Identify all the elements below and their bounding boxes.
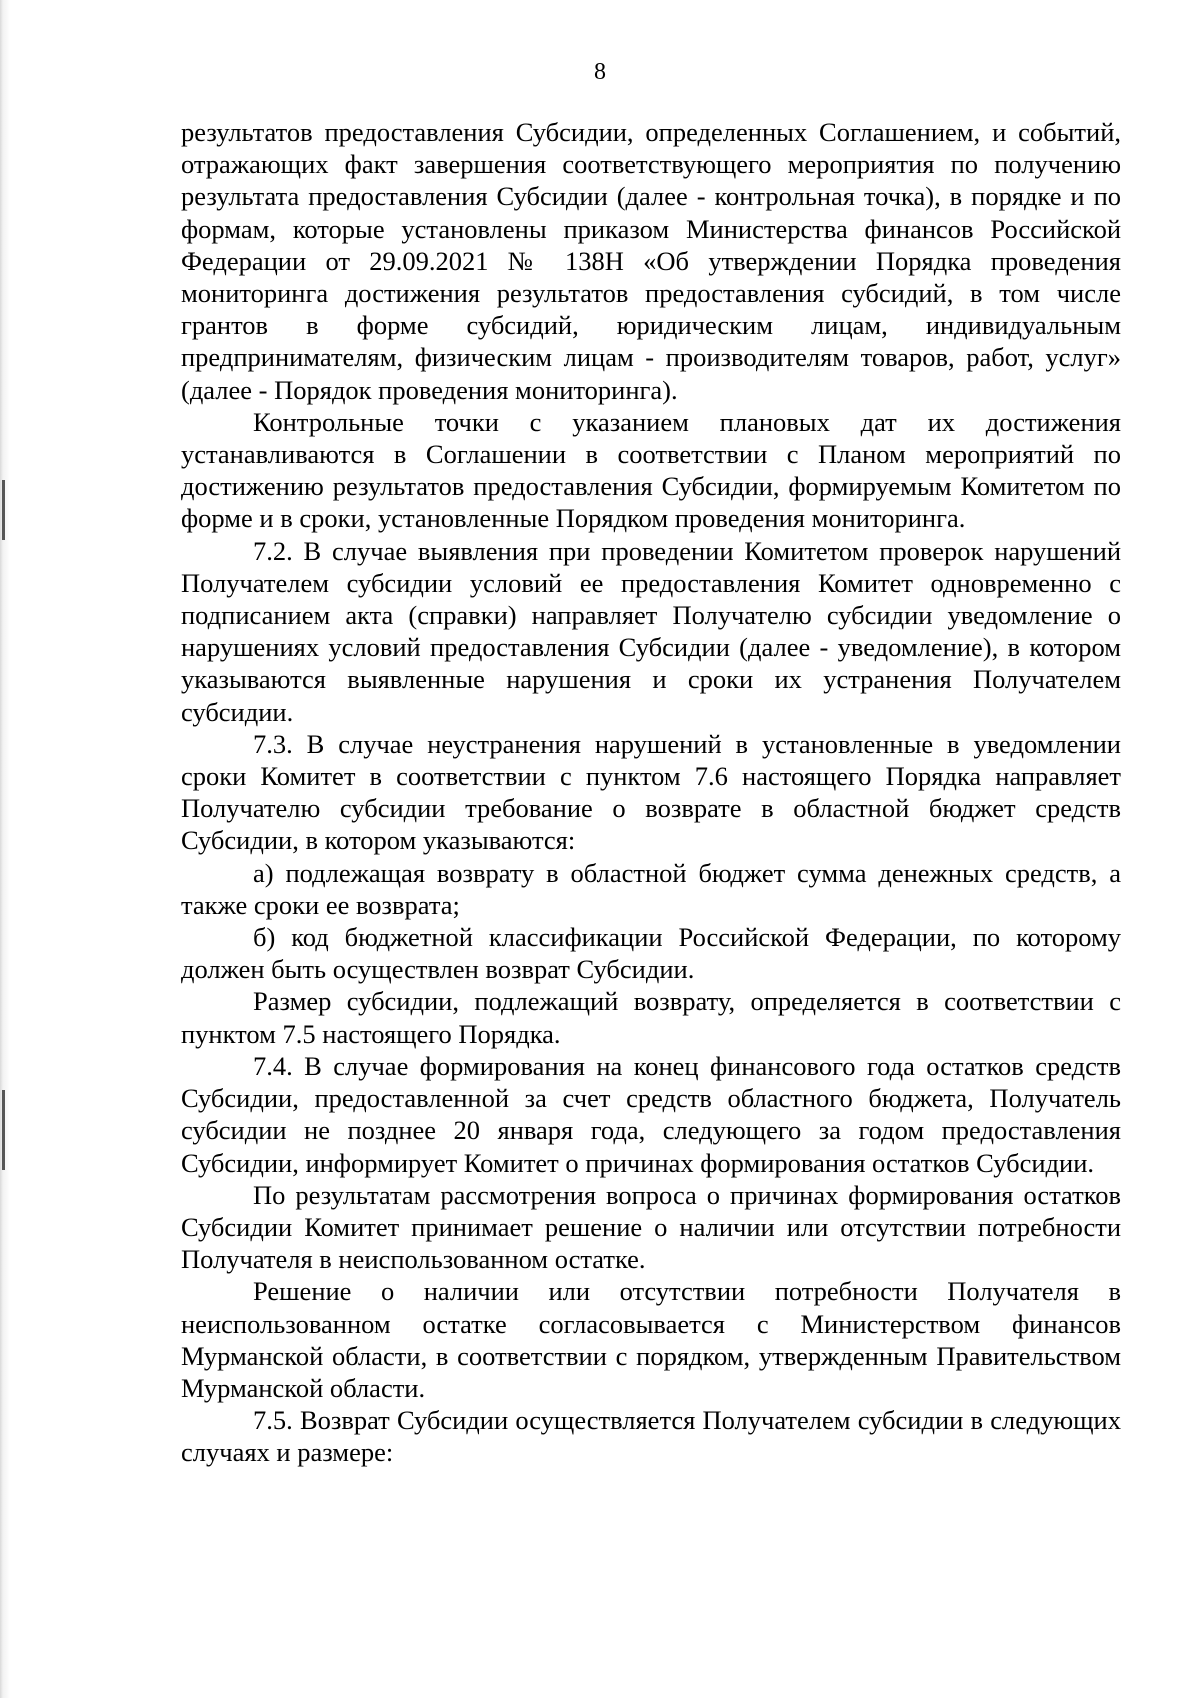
paragraph: 7.2. В случае выявления при проведении Комитетом проверок нарушений Получателем субсидии условий ее предоставления Комитет одновременно с подписанием акта (справки) направляет Получателю субсидии уведомление о нарушениях условий предоставления Субсидии (далее - уведомление), в котором указываются выявленные нарушения и сроки их устранения Получателем субсидии. (181, 535, 1121, 727)
paragraph: а) подлежащая возврату в областной бюджет сумма денежных средств, а также сроки ее возврата; (181, 857, 1121, 920)
paragraph: б) код бюджетной классификации Российской Федерации, по которому должен быть осуществлен возврат Субсидии. (181, 922, 1121, 985)
paragraph: Решение о наличии или отсутствии потребности Получателя в неиспользованном остатке согласовывается с Министерством финансов Мурманской области, в соответствии с порядком, утвержденным Правительством Мурманской области. (181, 1276, 1121, 1403)
paragraph: Размер субсидии, подлежащий возврату, определяется в соответствии с пунктом 7.5 настоящего Порядка. (181, 986, 1121, 1049)
paragraph: Контрольные точки с указанием плановых дат их достижения устанавливаются в Соглашении в соответствии с Планом мероприятий по достижению результатов предоставления Субсидии, формируемым Комитетом по форме и в сроки, установленные Порядком проведения мониторинга. (181, 406, 1121, 534)
scan-artifact (2, 1090, 5, 1170)
paragraph: 7.4. В случае формирования на конец финансового года остатков средств Субсидии, предоставленной за счет средств областного бюджета, Получатель субсидии не позднее 20 января года, следующего за годом предоставления Субсидии, информирует Комитет о причинах формирования остатков Субсидии. (181, 1050, 1121, 1178)
scan-edge (0, 0, 10, 1698)
scan-artifact (2, 480, 5, 540)
paragraph: результатов предоставления Субсидии, определенных Соглашением, и событий, отражающих факт завершения соответствующего мероприятия по получению результата предоставления Субсидии (далее - контрольная точка), в порядке и по формам, которые установлены приказом Министерства финансов Российской Федерации от 29.09.2021 № 138Н «Об утверждении Порядка проведения мониторинга достижения результатов предоставления субсидий, в том числе грантов в форме субсидий, юридическим лицам, индивидуальным предпринимателям, физическим лицам - производителям товаров, работ, услуг» (далее - Порядок проведения мониторинга). (181, 117, 1121, 405)
paragraph: 7.5. Возврат Субсидии осуществляется Получателем субсидии в следующих случаях и размере: (181, 1405, 1121, 1468)
page-number: 8 (594, 59, 606, 85)
paragraph: По результатам рассмотрения вопроса о причинах формирования остатков Субсидии Комитет принимает решение о наличии или отсутствии потребности Получателя в неиспользованном остатке. (181, 1179, 1121, 1275)
paragraph: 7.3. В случае неустранения нарушений в установленные в уведомлении сроки Комитет в соответствии с пунктом 7.6 настоящего Порядка направляет Получателю субсидии требование о возврате в областной бюджет средств Субсидии, в котором указываются: (181, 728, 1121, 856)
document-body (181, 116, 1121, 1469)
